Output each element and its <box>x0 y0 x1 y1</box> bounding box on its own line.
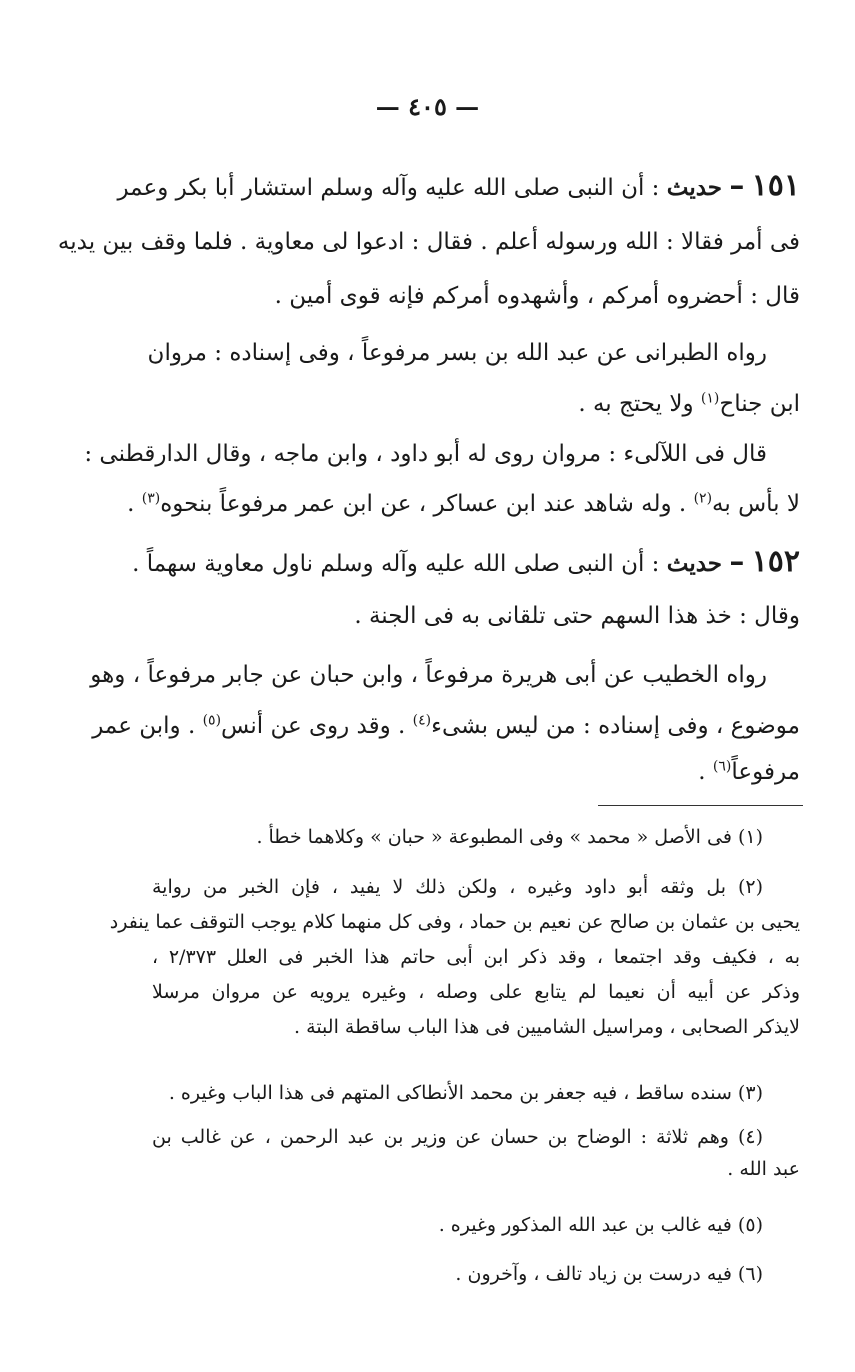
footnote-3: (٣) سنده ساقط ، فيه جعفر بن محمد الأنطاكى المتهم فى هذا الباب وغيره . <box>168 1082 763 1104</box>
hadith-152-label: حديث <box>666 550 723 577</box>
hadith-151-dash: – <box>729 168 745 203</box>
hadith-152-line-1 <box>132 542 800 582</box>
footnote-5: (٥) فيه غالب بن عبد الله المذكور وغيره . <box>438 1214 763 1236</box>
narration-text: مرفوعاً <box>731 759 800 785</box>
page-number: — ٤٠٥ — <box>375 92 480 121</box>
narration-text: . وابن عمر <box>92 713 196 739</box>
hadith-151-text-1: : أن النبى صلى الله عليه وآله وسلم استشار أبا بكر وعمر <box>117 175 660 201</box>
footnote-ref-6: (٦) <box>712 758 732 775</box>
narration-text: . <box>698 759 706 785</box>
footnote-2-line-2: يحيى بن عثمان بن صالح عن نعيم بن حماد ، وفى كل منهما كلام يوجب التوقف عما ينفرد <box>109 911 800 933</box>
hadith-151-line-3: قال : أحضروه أمركم ، وأشهدوه أمركم فإنه قوى أمين . <box>274 283 800 309</box>
footnote-2-line-4: وذكر عن أبيه أن نعيما لم يتابع على وصله ، وغيره يرويه عن مروان مرسلا <box>152 981 800 1003</box>
footnote-ref-2: (٢) <box>693 490 713 507</box>
hadith-152-number: ١٥٢ <box>751 544 800 579</box>
hadith-151-narration-line-4 <box>127 484 800 524</box>
hadith-151-number: ١٥١ <box>751 168 800 203</box>
footnote-ref-4: (٤) <box>412 712 432 729</box>
footnote-1: (١) فى الأصل « محمد » وفى المطبوعة « حبان » وكلاهما خطأ . <box>256 826 763 848</box>
footnote-2-line-1: (٢) بل وثقه أبو داود وغيره ، ولكن ذلك لا يفيد ، فإن الخبر من رواية <box>152 876 763 898</box>
hadith-152-line-2: وقال : خذ هذا السهم حتى تلقانى به فى الجنة . <box>354 603 800 629</box>
narration-text: ابن جناح <box>719 391 800 417</box>
footnote-2-line-5: لايذكر الصحابى ، ومراسيل الشاميين فى هذا الباب ساقطة البتة . <box>294 1016 800 1038</box>
narration-text: ولا يحتج به . <box>578 391 694 417</box>
hadith-151-narration-line-1: رواه الطبرانى عن عبد الله بن بسر مرفوعاً ، وفى إسناده : مروان <box>147 340 767 366</box>
narration-text: . وله شاهد عند ابن عساكر ، عن ابن عمر مرفوعاً بنحوه <box>160 491 687 517</box>
footnote-4-line-1: (٤) وهم ثلاثة : الوضاح بن حسان عن وزير بن عبد الرحمن ، عن غالب بن <box>152 1126 764 1148</box>
hadith-152-narration-line-3 <box>152 752 800 792</box>
narration-text: لا بأس به <box>712 491 800 517</box>
narration-text: . <box>127 491 135 517</box>
hadith-152-narration-line-2 <box>92 706 800 746</box>
narration-text: . وقد روى عن أنس <box>221 713 406 739</box>
hadith-152-text-1: : أن النبى صلى الله عليه وآله وسلم ناول معاوية سهماً . <box>132 551 660 577</box>
hadith-151-line-2: فى أمر فقالا : الله ورسوله أعلم . فقال : ادعوا لى معاوية . فلما وقف بين يديه <box>57 229 800 255</box>
footnote-divider <box>598 805 803 806</box>
hadith-151-narration-line-3: قال فى اللآلىء : مروان روى له أبو داود ، وابن ماجه ، وقال الدارقطنى : <box>84 441 767 467</box>
hadith-152-dash: – <box>729 544 745 579</box>
footnote-4-line-2: عبد الله . <box>727 1158 800 1180</box>
footnote-2-line-3: به ، فكيف وقد اجتمعا ، وقد ذكر ابن أبى حاتم هذا الخبر فى العلل ٢/٣٧٣ ، <box>152 946 801 968</box>
hadith-152-narration-line-1: رواه الخطيب عن أبى هريرة مرفوعاً ، وابن حبان عن جابر مرفوعاً ، وهو <box>90 662 767 688</box>
hadith-151-label: حديث <box>666 174 723 201</box>
footnote-ref-3: (٣) <box>141 490 161 507</box>
footnote-6: (٦) فيه درست بن زياد تالف ، وآخرون . <box>455 1263 763 1285</box>
footnote-ref-5: (٥) <box>202 712 222 729</box>
hadith-151-narration-line-2 <box>152 384 800 424</box>
narration-text: موضوع ، وفى إسناده : من ليس بشىء <box>431 713 800 739</box>
footnote-ref-1: (١) <box>700 390 720 407</box>
hadith-151-line-1 <box>117 166 800 206</box>
